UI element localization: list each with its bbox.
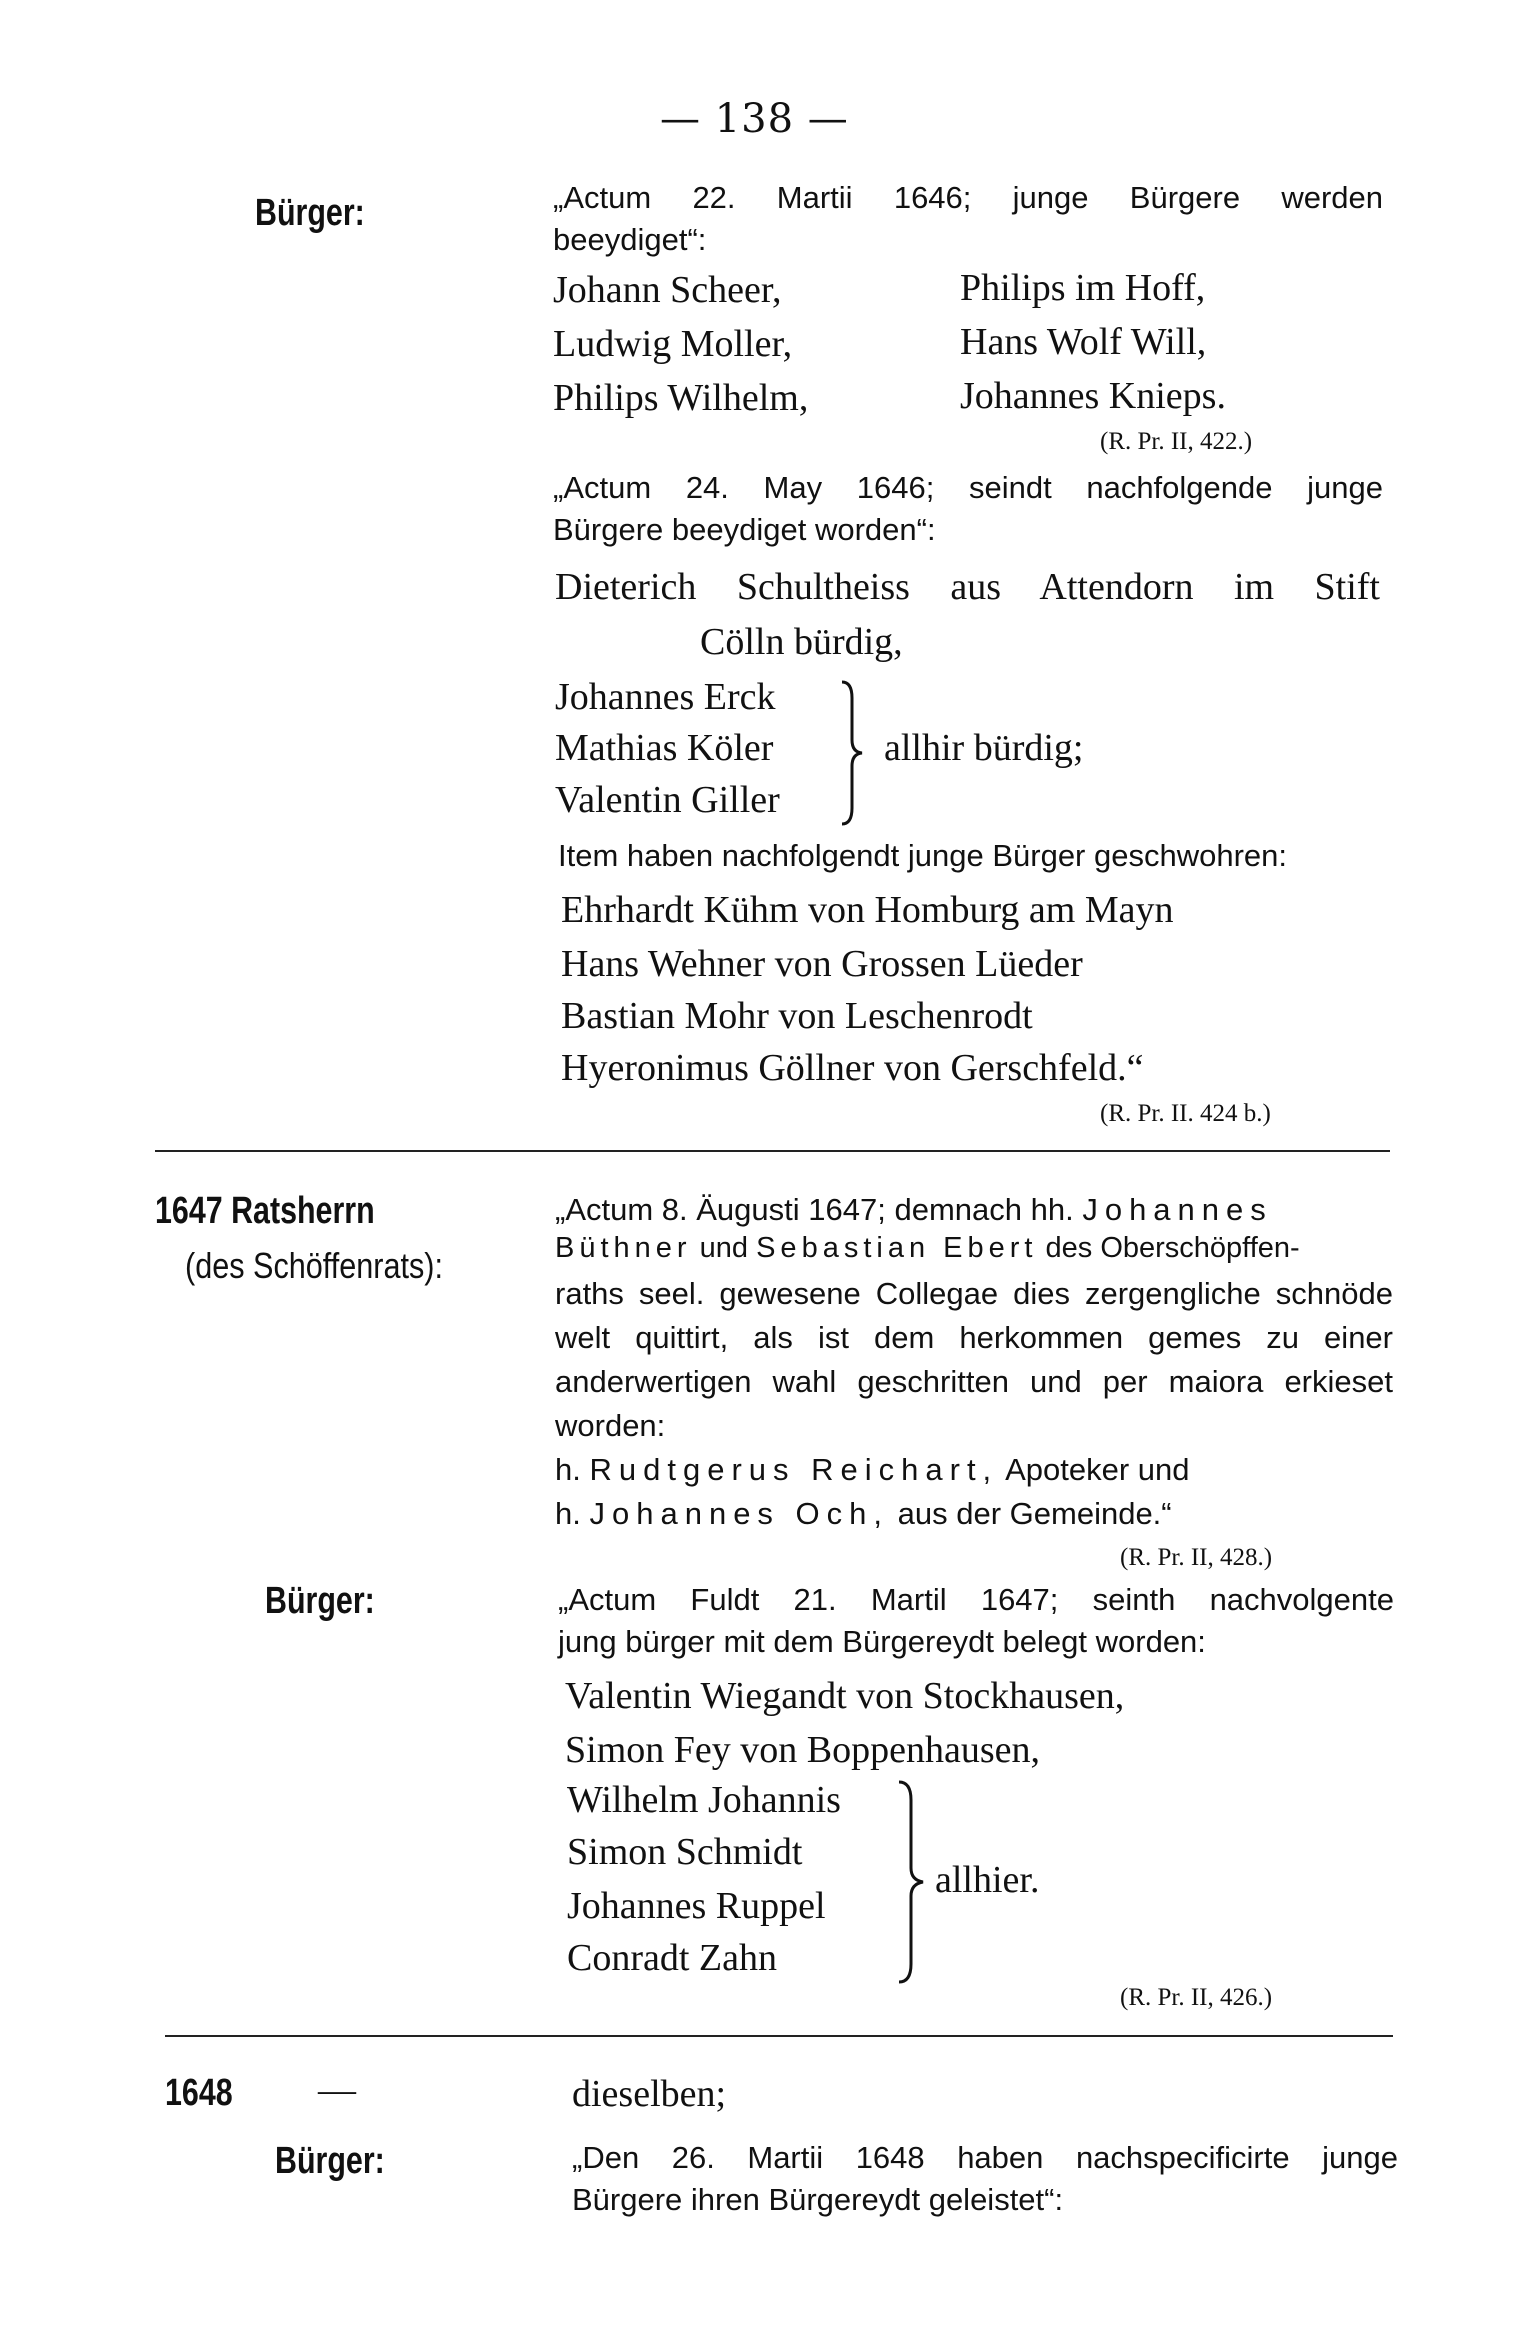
name-right-2: Hans Wolf Will,: [960, 321, 1207, 363]
dieterich-line-2: Cölln bürdig,: [700, 621, 903, 663]
fuldt-brace-name-2: Simon Schmidt: [567, 1831, 803, 1873]
label-schoeffenrat: (des Schöffenrats):: [185, 1245, 443, 1286]
elected-2-prefix: h.: [555, 1496, 581, 1531]
elected-2-name: Johannes Och,: [589, 1496, 890, 1531]
sworn-name-2: Hans Wehner von Grossen Lüeder: [561, 943, 1083, 985]
dieterich-line-1: Dieterich Schultheiss aus Attendorn im Stift: [555, 566, 1380, 608]
elected-1-rest: Apoteker und: [1005, 1452, 1190, 1487]
intro-1646-line-1: „Actum 22. Martii 1646; junge Bürgere werden: [553, 180, 1383, 215]
sworn-name-1: Ehrhardt Kühm von Homburg am Mayn: [561, 889, 1174, 931]
margin-label-buerger-2: Bürger:: [265, 1580, 375, 1622]
spaced-name-johannes: Johannes: [1082, 1192, 1273, 1227]
fuldt-name-2: Simon Fey von Boppenhausen,: [565, 1729, 1040, 1771]
intro-1646-line-2: beeydiget“:: [553, 222, 707, 257]
actum-fuldt-line-1: „Actum Fuldt 21. Martil 1647; seinth nachvolgente: [558, 1582, 1394, 1617]
item-line: Item haben nachfolgendt junge Bürger geschwohren:: [558, 838, 1287, 873]
year-1647: 1647: [155, 1190, 223, 1232]
sworn-name-4: Hyeronimus Göllner von Gerschfeld.“: [561, 1047, 1144, 1089]
name-right-3: Johannes Knieps.: [960, 375, 1226, 417]
margin-label-buerger-3: Bürger:: [275, 2140, 385, 2182]
page-number: — 138 —: [660, 96, 849, 142]
fuldt-brace-name-1: Wilhelm Johannis: [567, 1779, 841, 1821]
actum-1647-text: „Actum 8. Äugusti 1647; demnach hh.: [555, 1192, 1074, 1227]
reference-3: (R. Pr. II, 428.): [1120, 1544, 1273, 1571]
elected-2-rest: aus der Gemeinde.“: [897, 1496, 1172, 1531]
brace-name-2: Mathias Köler: [555, 727, 774, 769]
name-left-2: Ludwig Moller,: [553, 323, 793, 365]
elected-2: [555, 1496, 1172, 1532]
brace-name-3: Valentin Giller: [555, 779, 780, 821]
den-26-line-2: Bürgere ihren Bürgereydt geleistet“:: [572, 2182, 1064, 2217]
fuldt-name-1: Valentin Wiegandt von Stockhausen,: [565, 1675, 1125, 1717]
name-left-3: Philips Wilhelm,: [553, 377, 809, 419]
right-brace-2: [895, 1778, 929, 1986]
elected-1: [555, 1452, 1190, 1488]
elected-1-name: Rudtgerus Reichart,: [589, 1452, 999, 1487]
name-right-1: Philips im Hoff,: [960, 267, 1206, 309]
section-divider-2: [165, 2035, 1393, 2037]
actum-1647-line-1: [555, 1192, 1273, 1228]
label-ratsherrn: Ratsherrn: [231, 1190, 375, 1232]
intro-may-1646-line-1: „Actum 24. May 1646; seindt nachfolgende junge: [553, 470, 1383, 505]
name-left-1: Johann Scheer,: [553, 269, 782, 311]
dash-1648: —: [318, 2069, 356, 2111]
fuldt-brace-name-4: Conradt Zahn: [567, 1937, 778, 1979]
intro-may-1646-line-2: Bürgere beeydiget worden“:: [553, 512, 936, 547]
brace-name-1: Johannes Erck: [555, 676, 776, 718]
section-divider-1: [155, 1150, 1390, 1152]
margin-year-1647: [155, 1190, 375, 1233]
brace-label-1: allhir bürdig;: [884, 727, 1084, 769]
spaced-name-buethner: Büthner: [555, 1232, 692, 1264]
reference-1: (R. Pr. II, 422.): [1100, 428, 1253, 455]
fuldt-brace-name-3: Johannes Ruppel: [567, 1885, 826, 1927]
spaced-name-sebastian-ebert: Sebastian Ebert: [756, 1232, 1038, 1264]
margin-year-1648: 1648: [165, 2072, 233, 2114]
sworn-name-3: Bastian Mohr von Leschenrodt: [561, 995, 1033, 1037]
den-26-line-1: „Den 26. Martii 1648 haben nachspecificirte junge: [572, 2140, 1398, 2175]
actum-1647-line-2: [555, 1232, 1300, 1265]
actum-1647-line-3: raths seel. gewesene Collegae dies zergengliche schnöde: [555, 1276, 1393, 1311]
reference-2: (R. Pr. II. 424 b.): [1100, 1100, 1271, 1127]
margin-label-buerger-1: Bürger:: [255, 192, 365, 234]
oberschoepffen: des Oberschöpffen-: [1045, 1232, 1300, 1264]
dieselben: dieselben;: [572, 2073, 727, 2115]
actum-1647-line-4: welt quittirt, als ist dem herkommen gemes zu einer: [555, 1320, 1393, 1355]
actum-1647-line-6: worden:: [555, 1408, 666, 1443]
fuldt-brace-label: allhier.: [935, 1859, 1040, 1901]
actum-fuldt-line-2: jung bürger mit dem Bürgereydt belegt worden:: [558, 1624, 1206, 1659]
elected-1-prefix: h.: [555, 1452, 581, 1487]
actum-1647-line-5: anderwertigen wahl geschritten und per maiora erkieset: [555, 1364, 1393, 1399]
word-und: und: [699, 1232, 749, 1264]
reference-4: (R. Pr. II, 426.): [1120, 1984, 1273, 2011]
right-brace-1: [838, 678, 868, 828]
